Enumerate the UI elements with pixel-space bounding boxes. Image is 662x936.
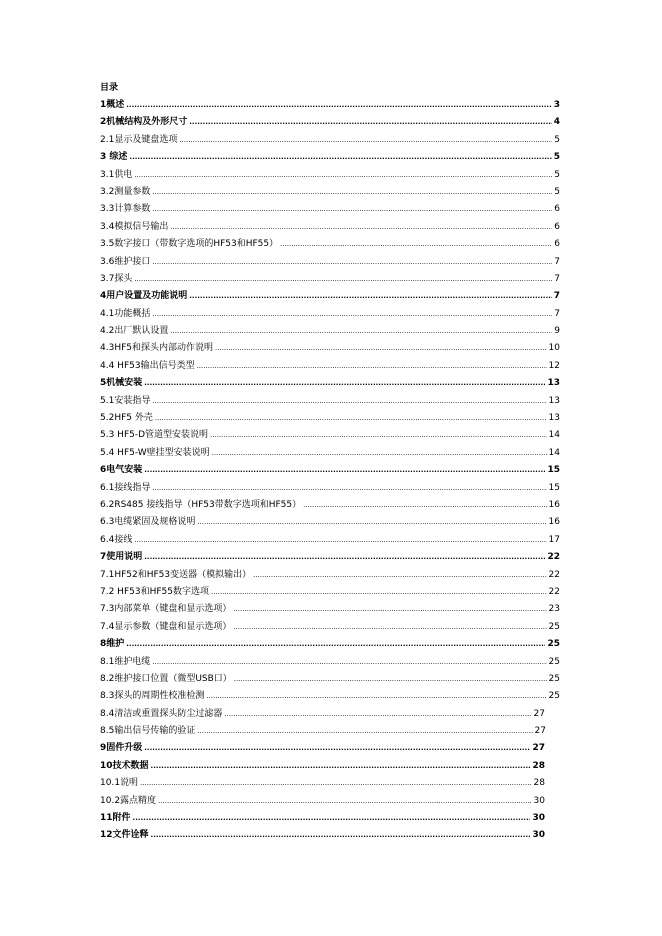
- toc-leader-dots: [151, 830, 531, 841]
- toc-entry[interactable]: [100, 291, 560, 308]
- toc-entry[interactable]: [100, 517, 560, 534]
- toc-entry-label: 3.6维护接口: [100, 256, 151, 267]
- toc-entry[interactable]: [100, 465, 560, 482]
- toc-entry[interactable]: [100, 796, 545, 813]
- toc-entry[interactable]: [100, 361, 560, 378]
- toc-entry-page: 7: [553, 291, 560, 302]
- toc-entry[interactable]: [100, 187, 560, 204]
- toc-entry-label: 2机械结构及外形尺寸: [100, 117, 188, 128]
- toc-leader-dots: [170, 222, 552, 233]
- toc-entry-label: 4.4 HF53输出信号类型: [100, 360, 195, 371]
- toc-entry-label: 6.3电缆紧固及规格说明: [100, 517, 196, 528]
- toc-leader-dots: [197, 726, 532, 737]
- toc-entry-page: 22: [548, 586, 560, 597]
- toc-entry-page: 16: [548, 517, 560, 528]
- toc-entry-label: 5.4 HF5-W壁挂型安装说明: [100, 447, 210, 458]
- toc-entry-label: 8.1维护电缆: [100, 656, 151, 667]
- toc-leader-dots: [140, 778, 532, 789]
- toc-leader-dots: [179, 135, 552, 146]
- toc-entry[interactable]: [100, 396, 560, 413]
- toc-entry-page: 9: [554, 326, 560, 337]
- toc-leader-dots: [129, 152, 551, 163]
- toc-entry-label: 10技术数据: [100, 760, 149, 771]
- toc-entry[interactable]: [100, 378, 560, 395]
- toc-entry[interactable]: [100, 170, 560, 187]
- toc-leader-dots: [134, 535, 546, 546]
- toc-entry[interactable]: [100, 204, 560, 221]
- toc-entry-page: 22: [547, 552, 560, 563]
- toc-entry[interactable]: [100, 604, 560, 621]
- toc-entry[interactable]: [100, 726, 546, 743]
- toc-entry-page: 23: [548, 604, 560, 615]
- toc-entry-page: 10: [548, 343, 560, 354]
- toc-entry[interactable]: [100, 326, 560, 343]
- toc-leader-dots: [152, 257, 552, 268]
- toc-leader-dots: [212, 448, 547, 459]
- toc-entry[interactable]: [100, 570, 560, 587]
- toc-entry-label: 12文件诠释: [100, 830, 149, 841]
- toc-entry[interactable]: [100, 343, 560, 360]
- toc-entry-label: 3.7探头: [100, 273, 133, 284]
- toc-entry-page: 7: [554, 256, 560, 267]
- toc-entry-page: 16: [548, 499, 560, 510]
- toc-entry-label: 3.4模拟信号输出: [100, 221, 169, 232]
- toc-entry-page: 7: [554, 273, 560, 284]
- toc-entry-label: 3.2测量参数: [100, 186, 151, 197]
- toc-entry-label: 4.2出厂默认设置: [100, 326, 169, 337]
- toc-entry-page: 25: [547, 639, 560, 650]
- toc-entry[interactable]: [100, 761, 545, 778]
- toc-entry[interactable]: [100, 639, 560, 656]
- toc-entry[interactable]: [100, 274, 560, 291]
- toc-entry-page: 13: [548, 395, 560, 406]
- toc-entry-label: 3 综述: [100, 152, 128, 163]
- toc-entry[interactable]: [100, 743, 545, 760]
- toc-leader-dots: [144, 465, 545, 476]
- toc-entry-page: 5: [554, 134, 560, 145]
- toc-leader-dots: [144, 743, 530, 754]
- toc-entry-page: 13: [548, 413, 560, 424]
- toc-leader-dots: [280, 239, 552, 250]
- toc-entry-label: 5.2HF5 外壳: [100, 413, 153, 424]
- toc-leader-dots: [134, 274, 552, 285]
- toc-leader-dots: [189, 117, 551, 128]
- toc-leader-dots: [253, 570, 546, 581]
- toc-entry-label: 3.5数字接口（带数字选项的HF53和HF55）: [100, 239, 279, 250]
- toc-entry[interactable]: [100, 152, 560, 169]
- toc-entry[interactable]: [100, 674, 560, 691]
- toc-leader-dots: [151, 761, 531, 772]
- toc-leader-dots: [158, 796, 532, 807]
- toc-entry[interactable]: [100, 257, 560, 274]
- toc-leader-dots: [133, 813, 531, 824]
- toc-entry-page: 5: [554, 186, 560, 197]
- toc-entry[interactable]: [100, 483, 560, 500]
- toc-entry-page: 15: [548, 482, 560, 493]
- toc-entry[interactable]: [100, 778, 545, 795]
- toc-leader-dots: [152, 309, 552, 320]
- toc-entry-page: 12: [548, 360, 560, 371]
- toc-entry-page: 4: [553, 117, 560, 128]
- toc-leader-dots: [211, 587, 547, 598]
- toc-entry-label: 8.5输出信号传输的验证: [100, 726, 196, 737]
- toc-entry-label: 6.1接线指导: [100, 482, 151, 493]
- toc-entry[interactable]: [100, 500, 560, 517]
- toc-entry[interactable]: [100, 239, 560, 256]
- toc-entry-label: 5.3 HF5-D管道型安装说明: [100, 430, 209, 441]
- toc-entry-page: 28: [532, 760, 545, 771]
- toc-entry-label: 2.1显示及键盘选项: [100, 134, 178, 145]
- toc-entry[interactable]: [100, 830, 545, 847]
- toc-entry-page: 27: [533, 708, 545, 719]
- toc-leader-dots: [126, 639, 545, 650]
- toc-leader-dots: [152, 396, 546, 407]
- toc-entry-page: 6: [554, 221, 560, 232]
- toc-leader-dots: [233, 622, 546, 633]
- toc-leader-dots: [126, 100, 551, 111]
- toc-entry-page: 14: [548, 430, 560, 441]
- toc-entry-label: 5机械安装: [100, 378, 143, 389]
- toc-entry[interactable]: [100, 535, 560, 552]
- toc-entry-label: 7.1HF52和HF53变送器（模拟输出）: [100, 569, 252, 580]
- toc-entry-label: 1概述: [100, 100, 125, 110]
- toc-entry[interactable]: [100, 622, 560, 639]
- toc-entry-label: 4用户设置及功能说明: [100, 291, 188, 302]
- toc-entry-page: 22: [548, 569, 560, 580]
- toc-entry[interactable]: [100, 448, 560, 465]
- toc-leader-dots: [303, 500, 546, 511]
- toc-entry-page: 5: [553, 152, 560, 163]
- toc-entry-page: 27: [534, 726, 546, 737]
- toc-entry[interactable]: [100, 413, 560, 430]
- toc-leader-dots: [189, 291, 551, 302]
- toc-leader-dots: [170, 326, 552, 337]
- toc-entry-label: 8.4清洁或重置探头防尘过滤器: [100, 708, 223, 719]
- toc-entry[interactable]: [100, 709, 545, 726]
- toc-leader-dots: [152, 187, 552, 198]
- toc-entry-label: 7使用说明: [100, 552, 143, 563]
- toc-entry[interactable]: [100, 552, 560, 569]
- toc-entry-label: 6电气安装: [100, 465, 143, 476]
- toc-entry-page: 14: [548, 447, 560, 458]
- toc-entry[interactable]: [100, 222, 560, 239]
- toc-entry-label: 3.1供电: [100, 169, 133, 180]
- toc-entry-label: 5.1安装指导: [100, 395, 151, 406]
- toc-entry[interactable]: [100, 430, 560, 447]
- toc-entry-label: 8.3探头的周期性校准检测: [100, 691, 205, 702]
- toc-leader-dots: [224, 709, 531, 720]
- toc-leader-dots: [152, 483, 546, 494]
- toc-entry-page: 17: [548, 534, 560, 545]
- toc-entry-page: 3: [553, 100, 560, 110]
- toc-entry[interactable]: [100, 100, 560, 117]
- toc-entry-label: 7.3内部菜单（键盘和显示选项）: [100, 604, 232, 615]
- toc-leader-dots: [234, 674, 547, 685]
- toc-entry[interactable]: [100, 691, 560, 708]
- toc-entry[interactable]: [100, 309, 560, 326]
- toc-leader-dots: [144, 378, 545, 389]
- toc-entry[interactable]: [100, 135, 560, 152]
- toc-entry-page: 28: [533, 778, 545, 789]
- toc-leader-dots: [197, 361, 547, 372]
- toc-leader-dots: [210, 430, 547, 441]
- toc-entry-label: 7.2 HF53和HF55数字选项: [100, 586, 209, 597]
- toc-entry-label: 8维护: [100, 639, 125, 650]
- toc-leader-dots: [233, 604, 546, 615]
- toc-leader-dots: [215, 343, 547, 354]
- toc-entry-page: 25: [548, 673, 560, 684]
- toc-entry-label: 6.2RS485 接线指导（HF53带数字选项和HF55）: [100, 499, 302, 510]
- toc-entry-page: 30: [532, 813, 545, 824]
- toc-entry[interactable]: [100, 587, 560, 604]
- toc-entry-page: 25: [548, 621, 560, 632]
- toc-entry-label: 3.3计算参数: [100, 204, 151, 215]
- toc-entry-label: 4.3HF5和探头内部动作说明: [100, 343, 213, 354]
- toc-entry[interactable]: [100, 117, 560, 134]
- toc-entry-page: 15: [547, 465, 560, 476]
- toc-entry-label: 6.4接线: [100, 534, 133, 545]
- toc-entry-label: 10.1说明: [100, 778, 139, 789]
- toc-entry-page: 30: [532, 830, 545, 841]
- toc-leader-dots: [206, 691, 546, 702]
- toc-entry-page: 6: [554, 239, 560, 250]
- toc-entry-label: 10.2露点精度: [100, 795, 157, 806]
- toc-entry[interactable]: [100, 657, 560, 674]
- toc-leader-dots: [197, 517, 546, 528]
- toc-leader-dots: [134, 170, 552, 181]
- toc-entry-label: 4.1功能概括: [100, 308, 151, 319]
- toc-entry-label: 8.2维护接口位置（微型USB口）: [100, 673, 232, 684]
- toc-entry-label: 7.4显示参数（键盘和显示选项）: [100, 621, 232, 632]
- toc-entry-page: 6: [554, 204, 560, 215]
- toc-leader-dots: [144, 552, 545, 563]
- toc-leader-dots: [155, 413, 547, 424]
- toc-leader-dots: [152, 204, 552, 215]
- toc-entry-page: 7: [554, 308, 560, 319]
- toc-entry[interactable]: [100, 813, 545, 830]
- toc-entry-page: 27: [532, 743, 545, 754]
- table-of-contents: [100, 100, 560, 848]
- toc-entry-label: 9固件升级: [100, 743, 143, 754]
- toc-entry-page: 13: [547, 378, 560, 389]
- toc-entry-page: 25: [548, 691, 560, 702]
- toc-entry-page: 30: [533, 795, 545, 806]
- toc-entry-label: 11附件: [100, 813, 131, 824]
- toc-leader-dots: [152, 657, 546, 668]
- toc-title: 目录: [100, 83, 119, 93]
- toc-entry-page: 5: [554, 169, 560, 180]
- toc-entry-page: 25: [548, 656, 560, 667]
